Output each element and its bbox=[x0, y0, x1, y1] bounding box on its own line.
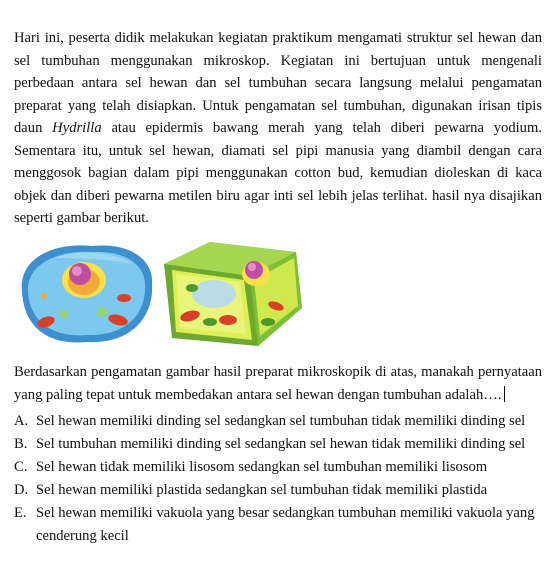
plant-cell-image bbox=[164, 242, 302, 346]
cell-illustration bbox=[14, 236, 314, 352]
passage-text: Hari ini, peserta didik melakukan kegiatan praktikum mengamati struktur sel hewan dan sel tumbuhan menggunakan mikroskop. Kegiatan ini bertujuan untuk mengenali perbedaan antara sel hewan dan sel tumbuhan secara langsung melalui pengamatan preparat yang telah disiapkan. Untuk pengamatan sel tumbuhan, digunakan irisan tipis daun bbox=[14, 30, 542, 136]
option-letter: E. bbox=[14, 505, 27, 522]
option-d[interactable] bbox=[14, 479, 542, 502]
question-stem: Berdasarkan pengamatan gambar hasil preparat mikroskopik di atas, manakah pernyataan yang paling tepat untuk membedakan antara sel hewan dengan tumbuhan adalah…. bbox=[14, 364, 542, 403]
option-text: Sel tumbuhan memiliki dinding sel sedangkan sel hewan tidak memiliki dinding sel bbox=[36, 436, 526, 453]
animal-cell-image bbox=[22, 245, 152, 342]
passage-italic-term: Hydrilla bbox=[52, 120, 102, 136]
option-text: Sel hewan tidak memiliki lisosom sedangkan sel tumbuhan memiliki lisosom bbox=[36, 459, 488, 476]
passage-paragraph bbox=[14, 27, 542, 230]
text-cursor bbox=[504, 386, 505, 402]
option-a[interactable] bbox=[14, 410, 542, 433]
option-b[interactable] bbox=[14, 433, 542, 456]
option-e[interactable] bbox=[14, 502, 542, 547]
option-letter: A. bbox=[14, 413, 29, 429]
option-letter: D. bbox=[14, 482, 29, 499]
option-c[interactable] bbox=[14, 456, 542, 479]
option-letter: B. bbox=[14, 436, 28, 453]
option-text: Sel hewan memiliki plastida sedangkan sel tumbuhan tidak memiliki plastida bbox=[36, 482, 488, 499]
question-text bbox=[14, 361, 542, 406]
option-text: Sel hewan memiliki dinding sel sedangkan sel tumbuhan tidak memiliki dinding sel bbox=[36, 413, 526, 429]
answer-options bbox=[14, 410, 542, 548]
option-text: Sel hewan memiliki vakuola yang besar sedangkan tumbuhan memiliki vakuola yang cenderung kecil bbox=[36, 505, 535, 544]
passage-text-continued: atau epidermis bawang merah yang telah diberi pewarna yodium. Sementara itu, untuk sel hewan, diamati sel pipi manusia yang diambil dengan cara menggosok bagian dalam pipi menggunakan cotton bud, kemudian dioleskan di kaca objek dan diberi pewarna metilen biru agar inti sel lebih jelas terlihat. hasil nya disajikan seperti gambar berikut. bbox=[14, 120, 542, 226]
option-letter: C. bbox=[14, 459, 28, 476]
